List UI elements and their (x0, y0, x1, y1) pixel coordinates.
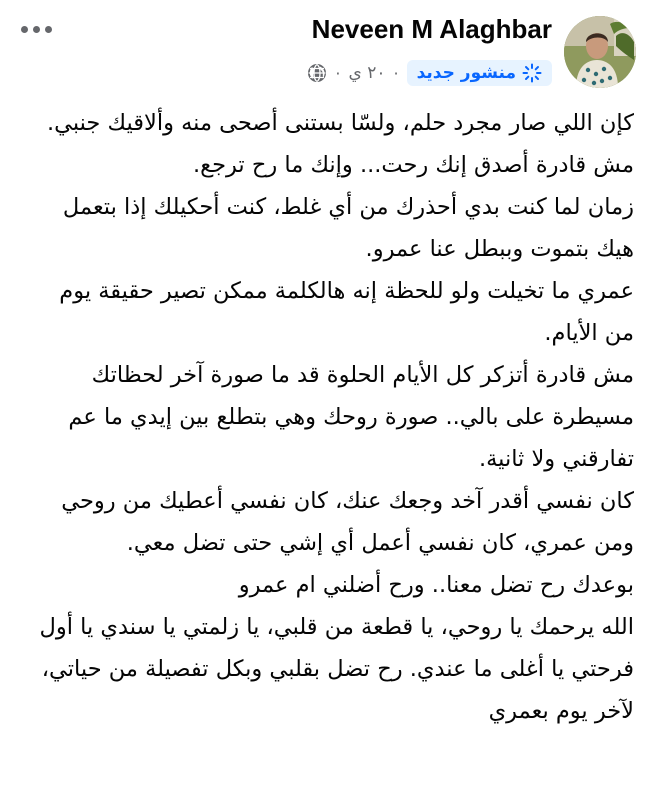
post-paragraph: بوعدك رح تضل معنا.. ورح أضلني ام عمرو (238, 572, 634, 598)
post-paragraph: عمري ما تخيلت ولو للحظة إنه هالكلمة ممكن تصير حقيقة يوم من الأيام. (59, 278, 634, 346)
post-paragraph: مش قادرة أصدق إنك رحت... وإنك ما رح ترجع. (192, 152, 634, 178)
post-paragraph: مش قادرة أتزكر كل الأيام الحلوة قد ما صورة آخر لحظاتك مسيطرة على بالي.. صورة روحك وهي بتطلع بين إيدي ما عم تفارقني ولا ثانية. (68, 362, 634, 472)
meta-separator: · (335, 63, 341, 83)
more-dot-icon (33, 26, 40, 33)
avatar-photo (564, 16, 636, 88)
meta-separator: · (393, 63, 399, 83)
author-avatar[interactable] (564, 16, 636, 88)
post-text (28, 102, 634, 732)
more-dot-icon (45, 26, 52, 33)
post-paragraph: زمان لما كنت بدي أحذرك من أي غلط، كنت أحكيلك إذا بتعمل هيك بتموت وببطل عنا عمرو. (62, 194, 634, 262)
globe-icon[interactable] (307, 63, 327, 83)
post-paragraph: الله يرحمك يا روحي، يا قطعة من قلبي، يا زلمتي يا سندي يا أول فرحتي يا أغلى ما عندي. رح تضل بقلبي وبكل تفصيلة من حياتي، لآخر يوم بعمري (39, 614, 634, 724)
new-post-label: منشور جديد (416, 63, 516, 83)
sparkle-icon (522, 63, 542, 83)
author-name[interactable]: Neveen M Alaghbar (311, 14, 552, 44)
new-post-badge (407, 60, 552, 86)
post-paragraph: كان نفسي أقدر آخد وجعك عنك، كان نفسي أعطيك من روحي ومن عمري، كان نفسي أعمل أي إشي حتى تضل معي. (61, 488, 634, 556)
more-options-button[interactable] (16, 14, 56, 44)
post-meta (307, 58, 552, 88)
post-paragraph: كإن اللي صار مجرد حلم، ولسّا بستنى أصحى منه وألاقيك جنبي. (46, 110, 634, 136)
more-dot-icon (21, 26, 28, 33)
post-header (0, 0, 662, 96)
post-timestamp[interactable]: ٢٠ ي (348, 63, 386, 83)
